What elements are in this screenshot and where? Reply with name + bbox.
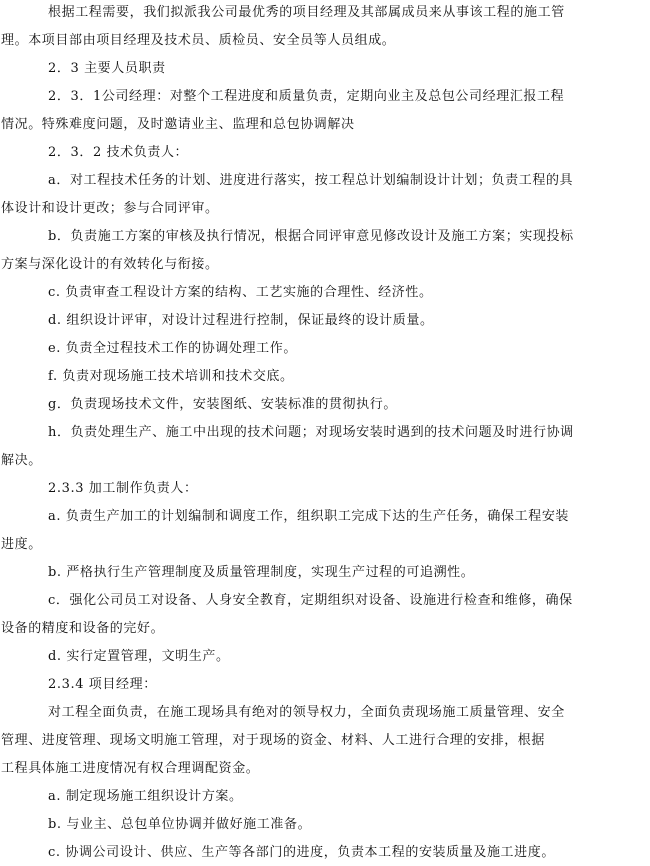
paragraph-line: 2．3．1公司经理：对整个工程进度和质量负责，定期向业主及总包公司经理汇报工程 (48, 89, 565, 104)
list-item: c. 协调公司设计、供应、生产等各部门的进度，负责本工程的安装质量及施工进度。 (48, 845, 555, 860)
list-item: c. 负责审查工程设计方案的结构、工艺实施的合理性、经济性。 (48, 285, 433, 300)
paragraph-line: 对工程全面负责，在施工现场具有绝对的领导权力，全面负责现场施工质量管理、安全 (48, 705, 565, 720)
list-item: a．对工程技术任务的计划、进度进行落实，按工程总计划编制设计计划；负责工程的具 (48, 173, 574, 188)
section-heading: 2．3 主要人员职责 (48, 61, 166, 76)
list-item: d. 组织设计评审，对设计过程进行控制，保证最终的设计质量。 (48, 313, 434, 328)
paragraph-line: 工程具体施工进度情况有权合理调配资金。 (1, 761, 260, 776)
list-item-continuation: 进度。 (1, 537, 42, 552)
list-item-continuation: 解决。 (1, 453, 42, 468)
paragraph-line: 情况。特殊难度问题，及时邀请业主、监理和总包协调解决 (1, 117, 355, 132)
list-item-continuation: 体设计和设计更改；参与合同评审。 (1, 201, 219, 216)
list-item: b. 严格执行生产管理制度及质量管理制度，实现生产过程的可追溯性。 (48, 565, 475, 580)
list-item: a. 制定现场施工组织设计方案。 (48, 789, 243, 804)
list-item-continuation: 设备的精度和设备的完好。 (1, 621, 165, 636)
list-item: c．强化公司员工对设备、人身安全教育，定期组织对设备、设施进行检查和维修，确保 (48, 593, 573, 608)
list-item: b. 与业主、总包单位协调并做好施工准备。 (48, 817, 312, 832)
section-heading: 2.3.4 项目经理： (48, 677, 157, 692)
list-item: a. 负责生产加工的计划编制和调度工作，组织职工完成下达的生产任务，确保工程安装 (48, 509, 570, 524)
paragraph-line: 根据工程需要，我们拟派我公司最优秀的项目经理及其部属成员来从事该工程的施工管 (48, 5, 565, 20)
list-item: h．负责处理生产、施工中出现的技术问题；对现场安装时遇到的技术问题及时进行协调 (48, 425, 574, 440)
section-heading: 2．3．2 技术负责人： (48, 145, 189, 160)
section-heading: 2.3.3 加工制作负责人： (48, 481, 198, 496)
list-item: e. 负责全过程技术工作的协调处理工作。 (48, 341, 297, 356)
list-item: d. 实行定置管理，文明生产。 (48, 649, 230, 664)
list-item: f. 负责对现场施工技术培训和技术交底。 (48, 369, 294, 384)
paragraph-line: 管理、进度管理、现场文明施工管理，对于现场的资金、材料、人工进行合理的安排，根据 (1, 733, 546, 748)
list-item: g．负责现场技术文件，安装图纸、安装标准的贯彻执行。 (48, 397, 397, 412)
list-item-continuation: 方案与深化设计的有效转化与衔接。 (1, 257, 219, 272)
list-item: b．负责施工方案的审核及执行情况，根据合同评审意见修改设计及施工方案；实现投标 (48, 229, 574, 244)
paragraph-line: 理。本项目部由项目经理及技术员、质检员、安全员等人员组成。 (1, 33, 396, 48)
